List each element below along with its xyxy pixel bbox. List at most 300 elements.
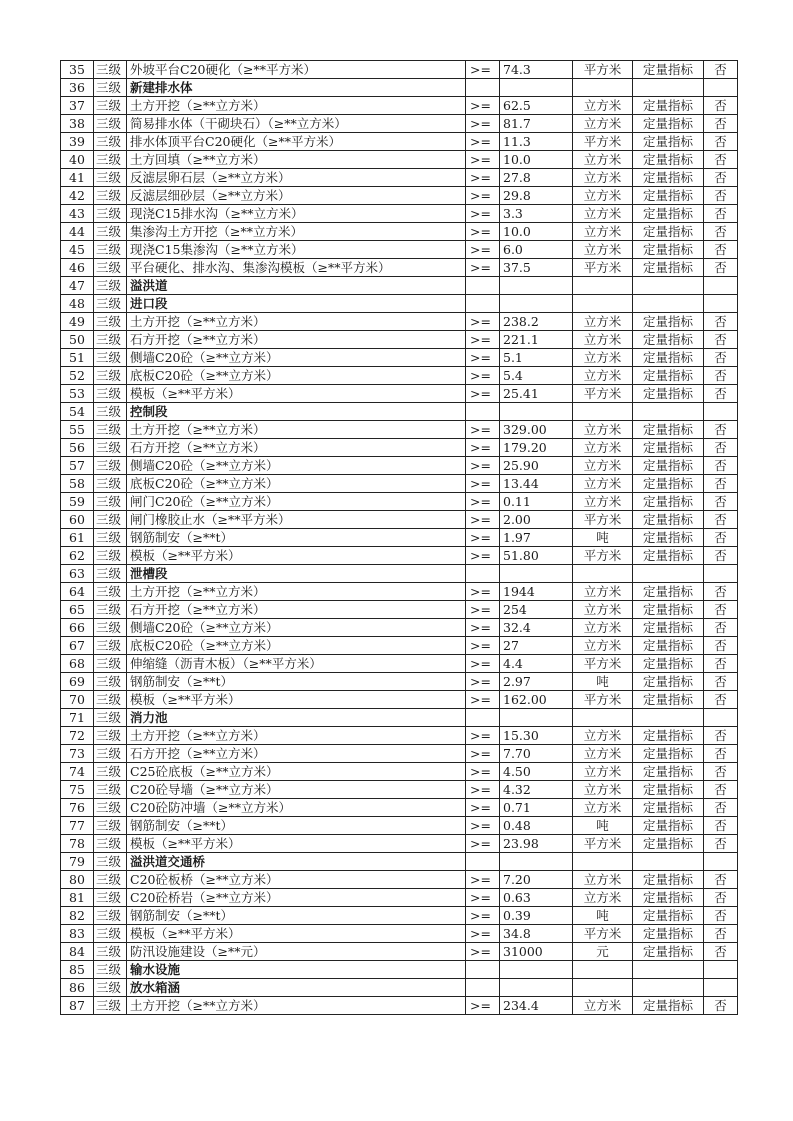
indicator-name-cell: 土方开挖（≥**立方米） [127, 421, 466, 439]
operator-cell [466, 709, 500, 727]
row-number-cell: 74 [61, 763, 94, 781]
table-row [61, 457, 738, 475]
indicator-name-cell: 底板C20砼（≥**立方米） [127, 637, 466, 655]
core-flag-cell: 否 [704, 547, 738, 565]
operator-cell: >= [466, 907, 500, 925]
unit-cell: 立方米 [573, 205, 633, 223]
table-row [61, 241, 738, 259]
operator-cell: >= [466, 421, 500, 439]
unit-cell: 立方米 [573, 637, 633, 655]
level-cell: 三级 [94, 79, 127, 97]
operator-cell: >= [466, 241, 500, 259]
unit-cell: 立方米 [573, 169, 633, 187]
indicator-name-cell: 石方开挖（≥**立方米） [127, 331, 466, 349]
unit-cell: 立方米 [573, 763, 633, 781]
unit-cell [573, 853, 633, 871]
indicator-name-cell: C20砼桥岩（≥**立方米） [127, 889, 466, 907]
core-flag-cell: 否 [704, 223, 738, 241]
core-flag-cell: 否 [704, 241, 738, 259]
operator-cell: >= [466, 673, 500, 691]
core-flag-cell [704, 961, 738, 979]
level-cell: 三级 [94, 889, 127, 907]
table-row [61, 619, 738, 637]
level-cell: 三级 [94, 259, 127, 277]
level-cell: 三级 [94, 385, 127, 403]
level-cell: 三级 [94, 799, 127, 817]
row-number-cell: 83 [61, 925, 94, 943]
operator-cell: >= [466, 925, 500, 943]
indicator-type-cell: 定量指标 [633, 871, 704, 889]
row-number-cell: 45 [61, 241, 94, 259]
table-row [61, 223, 738, 241]
unit-cell: 立方米 [573, 799, 633, 817]
indicator-name-cell: 控制段 [127, 403, 466, 421]
indicator-name-cell: C20砼导墙（≥**立方米） [127, 781, 466, 799]
operator-cell: >= [466, 169, 500, 187]
operator-cell: >= [466, 223, 500, 241]
operator-cell: >= [466, 349, 500, 367]
indicator-name-cell: 钢筋制安（≥**t） [127, 529, 466, 547]
indicator-name-cell: 输水设施 [127, 961, 466, 979]
target-value-cell: 162.00 [500, 691, 573, 709]
indicator-type-cell: 定量指标 [633, 187, 704, 205]
operator-cell: >= [466, 313, 500, 331]
row-number-cell: 67 [61, 637, 94, 655]
indicator-type-cell: 定量指标 [633, 619, 704, 637]
unit-cell [573, 979, 633, 997]
table-row [61, 511, 738, 529]
row-number-cell: 66 [61, 619, 94, 637]
core-flag-cell: 否 [704, 781, 738, 799]
table-row [61, 259, 738, 277]
indicator-name-cell: 闸门C20砼（≥**立方米） [127, 493, 466, 511]
operator-cell [466, 565, 500, 583]
operator-cell: >= [466, 583, 500, 601]
level-cell: 三级 [94, 439, 127, 457]
unit-cell: 立方米 [573, 601, 633, 619]
unit-cell: 平方米 [573, 511, 633, 529]
operator-cell: >= [466, 763, 500, 781]
target-value-cell: 25.90 [500, 457, 573, 475]
row-number-cell: 82 [61, 907, 94, 925]
indicator-name-cell: 侧墙C20砼（≥**立方米） [127, 619, 466, 637]
table-row [61, 61, 738, 79]
level-cell: 三级 [94, 997, 127, 1015]
section-heading-row [61, 979, 738, 997]
operator-cell [466, 403, 500, 421]
level-cell: 三级 [94, 961, 127, 979]
indicator-name-cell: 消力池 [127, 709, 466, 727]
target-value-cell [500, 961, 573, 979]
level-cell: 三级 [94, 601, 127, 619]
indicator-type-cell: 定量指标 [633, 601, 704, 619]
unit-cell: 平方米 [573, 133, 633, 151]
row-number-cell: 84 [61, 943, 94, 961]
unit-cell: 立方米 [573, 493, 633, 511]
target-value-cell: 254 [500, 601, 573, 619]
target-value-cell: 23.98 [500, 835, 573, 853]
indicator-type-cell: 定量指标 [633, 781, 704, 799]
row-number-cell: 55 [61, 421, 94, 439]
target-value-cell: 34.8 [500, 925, 573, 943]
level-cell: 三级 [94, 331, 127, 349]
row-number-cell: 52 [61, 367, 94, 385]
operator-cell: >= [466, 151, 500, 169]
core-flag-cell: 否 [704, 187, 738, 205]
target-value-cell: 27.8 [500, 169, 573, 187]
core-flag-cell: 否 [704, 115, 738, 133]
target-value-cell: 31000 [500, 943, 573, 961]
operator-cell: >= [466, 133, 500, 151]
table-row [61, 115, 738, 133]
row-number-cell: 35 [61, 61, 94, 79]
indicator-type-cell [633, 709, 704, 727]
level-cell: 三级 [94, 295, 127, 313]
unit-cell: 元 [573, 943, 633, 961]
indicator-name-cell: 现浇C15集渗沟（≥**立方米） [127, 241, 466, 259]
row-number-cell: 39 [61, 133, 94, 151]
table-row [61, 925, 738, 943]
level-cell: 三级 [94, 655, 127, 673]
core-flag-cell [704, 709, 738, 727]
unit-cell: 立方米 [573, 457, 633, 475]
core-flag-cell: 否 [704, 349, 738, 367]
indicator-type-cell: 定量指标 [633, 511, 704, 529]
level-cell: 三级 [94, 781, 127, 799]
table-row [61, 691, 738, 709]
operator-cell [466, 79, 500, 97]
row-number-cell: 57 [61, 457, 94, 475]
level-cell: 三级 [94, 115, 127, 133]
row-number-cell: 69 [61, 673, 94, 691]
indicator-type-cell: 定量指标 [633, 205, 704, 223]
operator-cell: >= [466, 457, 500, 475]
level-cell: 三级 [94, 547, 127, 565]
target-value-cell: 4.50 [500, 763, 573, 781]
section-heading-row [61, 709, 738, 727]
level-cell: 三级 [94, 817, 127, 835]
unit-cell: 立方米 [573, 115, 633, 133]
target-value-cell: 1944 [500, 583, 573, 601]
row-number-cell: 79 [61, 853, 94, 871]
operator-cell: >= [466, 547, 500, 565]
indicator-type-cell: 定量指标 [633, 529, 704, 547]
level-cell: 三级 [94, 619, 127, 637]
indicator-type-cell: 定量指标 [633, 907, 704, 925]
target-value-cell [500, 853, 573, 871]
row-number-cell: 87 [61, 997, 94, 1015]
row-number-cell: 75 [61, 781, 94, 799]
level-cell: 三级 [94, 745, 127, 763]
table-row [61, 169, 738, 187]
target-value-cell: 4.4 [500, 655, 573, 673]
row-number-cell: 42 [61, 187, 94, 205]
target-value-cell: 15.30 [500, 727, 573, 745]
level-cell: 三级 [94, 61, 127, 79]
target-value-cell: 0.63 [500, 889, 573, 907]
table-row [61, 835, 738, 853]
unit-cell [573, 961, 633, 979]
core-flag-cell: 否 [704, 943, 738, 961]
indicator-type-cell: 定量指标 [633, 259, 704, 277]
level-cell: 三级 [94, 223, 127, 241]
indicator-name-cell: 土方回填（≥**立方米） [127, 151, 466, 169]
core-flag-cell: 否 [704, 439, 738, 457]
table-row [61, 871, 738, 889]
row-number-cell: 68 [61, 655, 94, 673]
indicator-name-cell: 反滤层细砂层（≥**立方米） [127, 187, 466, 205]
row-number-cell: 36 [61, 79, 94, 97]
target-value-cell [500, 565, 573, 583]
indicator-name-cell: 溢洪道交通桥 [127, 853, 466, 871]
operator-cell: >= [466, 871, 500, 889]
table-body [61, 61, 738, 1015]
target-value-cell: 2.97 [500, 673, 573, 691]
core-flag-cell: 否 [704, 421, 738, 439]
target-value-cell: 13.44 [500, 475, 573, 493]
indicator-type-cell: 定量指标 [633, 943, 704, 961]
level-cell: 三级 [94, 493, 127, 511]
operator-cell: >= [466, 385, 500, 403]
level-cell: 三级 [94, 673, 127, 691]
unit-cell: 立方米 [573, 997, 633, 1015]
target-value-cell: 3.3 [500, 205, 573, 223]
unit-cell: 立方米 [573, 781, 633, 799]
indicator-name-cell: 模板（≥**平方米） [127, 547, 466, 565]
level-cell: 三级 [94, 169, 127, 187]
target-value-cell: 234.4 [500, 997, 573, 1015]
row-number-cell: 86 [61, 979, 94, 997]
indicator-name-cell: 反滤层卵石层（≥**立方米） [127, 169, 466, 187]
level-cell: 三级 [94, 871, 127, 889]
row-number-cell: 54 [61, 403, 94, 421]
row-number-cell: 76 [61, 799, 94, 817]
operator-cell: >= [466, 601, 500, 619]
indicator-type-cell: 定量指标 [633, 115, 704, 133]
unit-cell: 立方米 [573, 421, 633, 439]
level-cell: 三级 [94, 925, 127, 943]
level-cell: 三级 [94, 421, 127, 439]
unit-cell: 立方米 [573, 331, 633, 349]
indicator-type-cell: 定量指标 [633, 367, 704, 385]
core-flag-cell: 否 [704, 655, 738, 673]
indicator-type-cell: 定量指标 [633, 889, 704, 907]
core-flag-cell: 否 [704, 475, 738, 493]
row-number-cell: 59 [61, 493, 94, 511]
indicator-name-cell: 模板（≥**平方米） [127, 385, 466, 403]
unit-cell: 吨 [573, 907, 633, 925]
indicator-type-cell: 定量指标 [633, 457, 704, 475]
level-cell: 三级 [94, 853, 127, 871]
indicator-name-cell: C25砼底板（≥**立方米） [127, 763, 466, 781]
table-row [61, 529, 738, 547]
indicator-name-cell: 石方开挖（≥**立方米） [127, 439, 466, 457]
operator-cell: >= [466, 475, 500, 493]
core-flag-cell: 否 [704, 529, 738, 547]
level-cell: 三级 [94, 511, 127, 529]
target-value-cell: 0.48 [500, 817, 573, 835]
unit-cell: 立方米 [573, 241, 633, 259]
target-value-cell [500, 709, 573, 727]
unit-cell: 立方米 [573, 727, 633, 745]
core-flag-cell: 否 [704, 385, 738, 403]
target-value-cell: 5.4 [500, 367, 573, 385]
unit-cell: 立方米 [573, 151, 633, 169]
unit-cell: 立方米 [573, 97, 633, 115]
core-flag-cell: 否 [704, 457, 738, 475]
core-flag-cell: 否 [704, 727, 738, 745]
row-number-cell: 80 [61, 871, 94, 889]
indicator-type-cell: 定量指标 [633, 835, 704, 853]
operator-cell: >= [466, 817, 500, 835]
indicator-type-cell: 定量指标 [633, 133, 704, 151]
row-number-cell: 71 [61, 709, 94, 727]
unit-cell: 平方米 [573, 259, 633, 277]
table-row [61, 313, 738, 331]
target-value-cell: 329.00 [500, 421, 573, 439]
level-cell: 三级 [94, 565, 127, 583]
indicator-type-cell: 定量指标 [633, 241, 704, 259]
level-cell: 三级 [94, 907, 127, 925]
row-number-cell: 40 [61, 151, 94, 169]
core-flag-cell: 否 [704, 151, 738, 169]
operator-cell [466, 295, 500, 313]
target-value-cell: 221.1 [500, 331, 573, 349]
indicator-name-cell: C20砼防冲墙（≥**立方米） [127, 799, 466, 817]
target-value-cell: 5.1 [500, 349, 573, 367]
table-row [61, 817, 738, 835]
indicator-type-cell: 定量指标 [633, 637, 704, 655]
indicator-type-cell: 定量指标 [633, 691, 704, 709]
core-flag-cell: 否 [704, 745, 738, 763]
target-value-cell: 0.71 [500, 799, 573, 817]
row-number-cell: 49 [61, 313, 94, 331]
target-value-cell: 10.0 [500, 223, 573, 241]
table-row [61, 367, 738, 385]
target-value-cell [500, 295, 573, 313]
core-flag-cell: 否 [704, 205, 738, 223]
indicator-name-cell: 侧墙C20砼（≥**立方米） [127, 349, 466, 367]
row-number-cell: 78 [61, 835, 94, 853]
level-cell: 三级 [94, 583, 127, 601]
table-row [61, 331, 738, 349]
section-heading-row [61, 961, 738, 979]
row-number-cell: 72 [61, 727, 94, 745]
table-row [61, 997, 738, 1015]
core-flag-cell: 否 [704, 925, 738, 943]
operator-cell: >= [466, 637, 500, 655]
unit-cell: 立方米 [573, 871, 633, 889]
indicator-name-cell: 模板（≥**平方米） [127, 925, 466, 943]
core-flag-cell: 否 [704, 997, 738, 1015]
unit-cell: 平方米 [573, 655, 633, 673]
target-value-cell: 10.0 [500, 151, 573, 169]
unit-cell: 平方米 [573, 835, 633, 853]
operator-cell: >= [466, 619, 500, 637]
row-number-cell: 41 [61, 169, 94, 187]
row-number-cell: 64 [61, 583, 94, 601]
operator-cell: >= [466, 691, 500, 709]
level-cell: 三级 [94, 691, 127, 709]
unit-cell: 立方米 [573, 187, 633, 205]
level-cell: 三级 [94, 637, 127, 655]
unit-cell: 立方米 [573, 367, 633, 385]
table-row [61, 547, 738, 565]
core-flag-cell: 否 [704, 637, 738, 655]
target-value-cell: 51.80 [500, 547, 573, 565]
row-number-cell: 85 [61, 961, 94, 979]
operator-cell: >= [466, 493, 500, 511]
indicator-name-cell: 模板（≥**平方米） [127, 691, 466, 709]
indicator-type-cell [633, 853, 704, 871]
indicator-name-cell: 底板C20砼（≥**立方米） [127, 367, 466, 385]
row-number-cell: 62 [61, 547, 94, 565]
table-row [61, 349, 738, 367]
table-row [61, 97, 738, 115]
core-flag-cell [704, 979, 738, 997]
indicator-type-cell: 定量指标 [633, 331, 704, 349]
core-flag-cell: 否 [704, 259, 738, 277]
indicator-name-cell: 外坡平台C20硬化（≥**平方米） [127, 61, 466, 79]
level-cell: 三级 [94, 727, 127, 745]
indicator-type-cell: 定量指标 [633, 439, 704, 457]
core-flag-cell: 否 [704, 907, 738, 925]
level-cell: 三级 [94, 763, 127, 781]
operator-cell: >= [466, 745, 500, 763]
level-cell: 三级 [94, 709, 127, 727]
row-number-cell: 60 [61, 511, 94, 529]
operator-cell [466, 961, 500, 979]
operator-cell: >= [466, 943, 500, 961]
indicator-name-cell: 模板（≥**平方米） [127, 835, 466, 853]
target-value-cell: 62.5 [500, 97, 573, 115]
table-row [61, 205, 738, 223]
unit-cell: 平方米 [573, 385, 633, 403]
target-value-cell: 1.97 [500, 529, 573, 547]
target-value-cell: 0.39 [500, 907, 573, 925]
section-heading-row [61, 277, 738, 295]
core-flag-cell [704, 79, 738, 97]
indicator-name-cell: 钢筋制安（≥**t） [127, 907, 466, 925]
target-value-cell: 29.8 [500, 187, 573, 205]
table-row [61, 187, 738, 205]
table-row [61, 421, 738, 439]
target-value-cell: 0.11 [500, 493, 573, 511]
indicator-type-cell: 定量指标 [633, 475, 704, 493]
core-flag-cell: 否 [704, 97, 738, 115]
target-value-cell: 37.5 [500, 259, 573, 277]
level-cell: 三级 [94, 205, 127, 223]
unit-cell: 平方米 [573, 925, 633, 943]
indicator-name-cell: 土方开挖（≥**立方米） [127, 97, 466, 115]
level-cell: 三级 [94, 349, 127, 367]
unit-cell: 平方米 [573, 547, 633, 565]
indicator-name-cell: 放水箱涵 [127, 979, 466, 997]
section-heading-row [61, 403, 738, 421]
indicator-table [60, 60, 738, 1015]
indicator-name-cell: 现浇C15排水沟（≥**立方米） [127, 205, 466, 223]
core-flag-cell: 否 [704, 889, 738, 907]
target-value-cell: 179.20 [500, 439, 573, 457]
operator-cell [466, 277, 500, 295]
row-number-cell: 37 [61, 97, 94, 115]
unit-cell: 吨 [573, 673, 633, 691]
core-flag-cell: 否 [704, 799, 738, 817]
table-row [61, 907, 738, 925]
operator-cell: >= [466, 187, 500, 205]
indicator-type-cell: 定量指标 [633, 925, 704, 943]
target-value-cell [500, 277, 573, 295]
